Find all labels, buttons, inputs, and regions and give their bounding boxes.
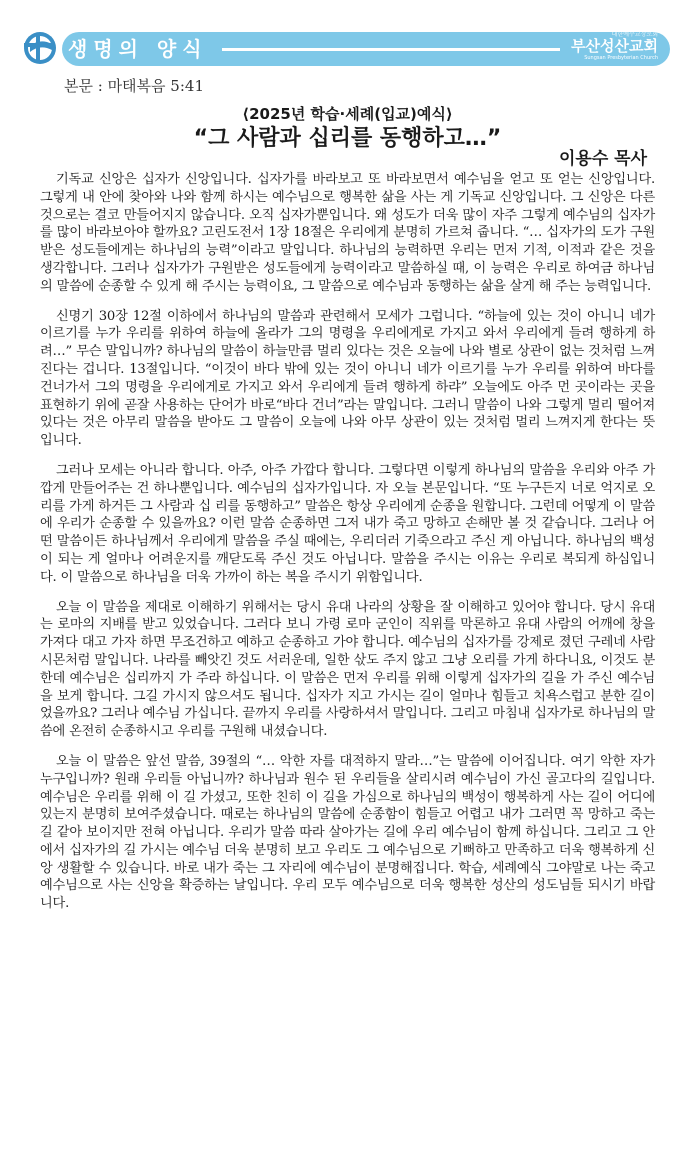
church-name-block (571, 29, 658, 61)
church-name: 부산성산교회 (571, 37, 658, 55)
paragraph: 신명기 30장 12절 이하에서 하나님의 말씀과 관련해서 모세가 그럽니다. “하늘에 있는 것이 아니니 네가 이르기를 누가 우리를 위하여 하늘에 올라가 그의 명령을 우리에게로 가지고 와서 우리에게 들려 행하게 하려…” 무슨 말입니까? 하나님의 말씀이 하늘만큼 멀리 있다는 것은 오늘에 나와 별로 상관이 없는 것처럼 느껴진다는 겁니다. 13절입니다. “이것이 바다 밖에 있는 것이 아니니 네가 이르기를 누가 우리를 위하여 바다를 건너가서 그의 명령을 우리에게로 가지고 와서 우리에게 들려 행하게 하랴” 오늘에도 아주 먼 곳이라는 곳을 표현하기 위에 곧잘 사용하는 단어가 바로“바다 건너”라는 말입니다. 그러니 말씀이 나와 그렇게 멀리 떨어져 있다는 것은 아무리 말씀을 받아도 그 말씀이 오늘에 나와 아무 상관이 있는 것처럼 멀리 느껴지게 한다는 뜻입니다. (40, 308, 655, 449)
church-english-name: Sungsan Presbyterian Church (584, 55, 658, 61)
paragraph: 오늘 이 말씀은 앞선 말씀, 39절의 “… 악한 자를 대적하지 말라…”는 말씀에 이어집니다. 여기 악한 자가 누구입니까? 원래 우리들 아닙니까? 하나님과 원수 된 우리들을 살리시려 예수님이 가신 골고다의 길입니다. 예수님은 우리를 위해 이 길 가셨고, 또한 친히 이 길을 가심으로 하나님의 백성이 행복하게 사는 길이 어디에 있는지 분명히 보여주셨습니다. 때로는 하나님의 말씀에 순종함이 힘들고 어렵고 내가 그러면 꼭 망하고 죽는 길 같아 보이지만 전혀 아닙니다. 우리가 말씀 따라 살아가는 길에 우리 예수님이 함께 하십니다. 그리고 그 안에서 십자가의 길 가시는 예수님 더욱 분명히 보고 우리도 그 예수님으로 기뻐하고 만족하고 더욱 행복하게 신앙 생활할 수 있습니다. 바로 내가 죽는 그 자리에 예수님이 분명해집니다. 학습, 세례예식 그야말로 나는 죽고 예수님으로 사는 신앙을 확증하는 날입니다. 우리 모두 예수님으로 더욱 행복한 성산의 성도님들 되시기 바랍니다. (40, 753, 655, 912)
cross-globe-icon (22, 30, 62, 66)
header-title: 생명의 양식 (68, 37, 208, 61)
church-denomination: 대한예수교장로회 (611, 31, 658, 38)
header-divider (222, 48, 560, 51)
header-banner (22, 27, 672, 71)
sermon-body (40, 171, 655, 925)
paragraph: 기독교 신앙은 십자가 신앙입니다. 십자가를 바라보고 또 바라보면서 예수님을 얻고 또 얻는 신앙입니다. 그렇게 내 안에 찾아와 나와 함께 하시는 예수님으로 행복한 삶을 사는 게 기독교 신앙입니다. 그 신앙은 다른 것으로는 결코 만들어지지 않습니다. 오직 십자가뿐입니다. 왜 성도가 더욱 많이 자주 그렇게 예수님의 십자가를 많이 바라보아야 할까요? 고린도전서 1장 18절은 우리에게 분명히 가르쳐 줍니다. “… 십자가의 도가 구원받은 성도들에게는 하나님의 능력”이라고 말입니다. 하나님의 능력하면 우리는 먼저 기적, 이적과 같은 것을 생각합니다. 그러나 십자가가 구원받은 성도들에게 능력이라고 말씀하실 때, 이 능력은 우리로 하여금 하나님의 말씀에 순종할 수 있게 해 주시는 능력이요, 그 말씀으로 예수님과 동행하는 삶을 살게 해 주는 능력입니다. (40, 172, 655, 294)
sermon-subtitle: ⟨2025년 학습·세례(입교)예식⟩ (242, 105, 453, 123)
paragraph: 그러나 모세는 아니라 합니다. 아주, 아주 가깝다 합니다. 그렇다면 이렇게 하나님의 말씀을 우리와 아주 가깝게 만들어주는 건 하나뿐입니다. 예수님의 십자가입니다. 자 오늘 본문입니다. “또 누구든지 너로 억지로 오 리를 가게 하거든 그 사람과 십 리를 동행하고” 말씀은 항상 우리에게 순종을 원합니다. 그런데 어떻게 이 말씀에 우리가 순종할 수 있을까요? 이런 말씀 순종하면 그저 내가 죽고 망하고 손해만 볼 것 같습니다. 그러나 어떤 말씀이든 하나님께서 우리에게 말씀을 주실 때에는, 우리더러 기죽으라고 주신 게 아닙니다. 하나님의 백성이 되는 게 얼마나 어려운지를 깨닫도록 주신 것도 아닙니다. 말씀을 주시는 이유는 우리로 복되게 하심입니다. 이 말씀으로 하나님을 더욱 가까이 하는 복을 주시기 위함입니다. (40, 462, 655, 585)
paragraph: 오늘 이 말씀을 제대로 이해하기 위해서는 당시 유대 나라의 상황을 잘 이해하고 있어야 합니다. 당시 유대는 로마의 지배를 받고 있었습니다. 그러다 보니 가령 로마 군인이 직위를 막론하고 유대 사람의 어깨에 창을 가져다 대고 가자 하면 무조건하고 예하고 순종하고 가야 합니다. 예수님의 십자가를 강제로 졌던 구레네 사람 시몬처럼 말입니다. 나라를 빼앗긴 것도 서러운데, 일한 삯도 주지 않고 그냥 오리를 가게 하다니요, 이것도 분한데 예수님은 십리까지 가 주라 하십니다. 이 말씀은 먼저 우리를 위해 이렇게 십자가의 길을 가 주신 예수님을 보게 합니다. 그길 가시지 않으셔도 됩니다. 십자가 지고 가시는 길이 얼마나 힘들고 치욕스럽고 분한 길이었을까요? 그러나 예수님 가십니다. 끝까지 우리를 사랑하셔서 말입니다. 그리고 마침내 십자가로 하나님의 말씀에 온전히 순종하시고 우리를 구원해 내셨습니다. (40, 599, 655, 740)
sermon-title: “그 사람과 십리를 동행하고…” (193, 126, 502, 151)
author-name: 이용수 목사 (558, 149, 647, 169)
scripture-reference: 본문 : 마태복음 5:41 (64, 77, 204, 95)
